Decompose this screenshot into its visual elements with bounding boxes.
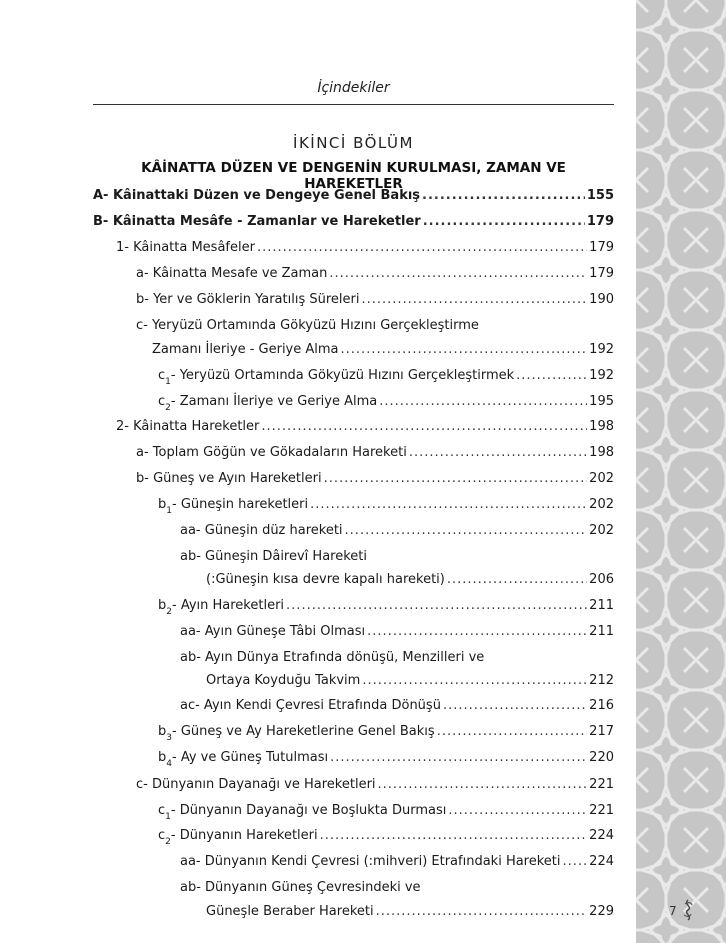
toc-entry-label: a- Kâinatta Mesafe ve Zaman: [136, 266, 328, 281]
toc-entry-1c2[interactable]: [158, 392, 614, 412]
toc-entry-text: - Ayın Hareketleri: [172, 598, 285, 613]
toc-prefix: b: [158, 724, 167, 739]
toc-entry-1c[interactable]: [152, 340, 614, 360]
toc-subscript: 2: [165, 402, 171, 413]
toc-entry-label: Ortaya Koyduğu Takvim: [206, 673, 361, 688]
toc-entry-2[interactable]: [116, 417, 614, 437]
toc-entry-label: aa- Güneşin düz hareketi: [180, 523, 343, 538]
leader-dots: [447, 570, 587, 590]
toc-entry-1a[interactable]: [136, 264, 614, 284]
toc-page-number: 198: [589, 445, 614, 460]
toc-entry-1b[interactable]: [136, 290, 614, 310]
toc-subscript: 4: [166, 758, 172, 769]
toc-entry-2b1-ab-line1[interactable]: ab- Güneşin Dâirevî Hareketi: [180, 549, 368, 564]
toc-entry-2b1-aa[interactable]: [180, 521, 614, 541]
toc-entry-1[interactable]: [116, 238, 614, 258]
leader-dots: [330, 748, 587, 768]
leader-dots: [516, 366, 587, 386]
toc-entry-label: aa- Dünyanın Kendi Çevresi (:mihveri) Etrafındaki Hareketi: [180, 854, 561, 869]
geometric-pattern-icon: [636, 0, 726, 943]
decorative-side-pattern: [636, 0, 726, 943]
toc-entry-text: - Zamanı İleriye ve Geriye Alma: [170, 394, 378, 409]
toc-entry-label: [158, 722, 435, 742]
toc-entry-2b2[interactable]: [158, 596, 614, 616]
leader-dots: [563, 852, 588, 872]
toc-prefix: c: [158, 394, 166, 409]
toc-page-number: 217: [589, 724, 614, 739]
toc-entry-label: Zamanı İleriye - Geriye Alma: [152, 342, 339, 357]
toc-entry-label: B- Kâinatta Mesâfe - Zamanlar ve Hareketler: [93, 214, 421, 229]
toc-page-number: 202: [589, 497, 614, 512]
toc-page-number: 179: [586, 214, 614, 229]
toc-page-number: 179: [589, 240, 614, 255]
toc-entry-2b1-ab[interactable]: [206, 570, 614, 590]
leader-dots: [423, 212, 585, 232]
toc-entry-text: - Ay ve Güneş Tutulması: [172, 750, 329, 765]
leader-dots: [286, 596, 587, 616]
toc-page-number: 221: [589, 803, 614, 818]
toc-entry-2b[interactable]: [136, 469, 614, 489]
leader-dots: [341, 340, 588, 360]
toc-subscript: 2: [166, 606, 172, 617]
toc-entry-label: A- Kâinattaki Düzen ve Dengeye Genel Bakış: [93, 188, 421, 203]
toc-subscript: 1: [165, 811, 171, 822]
toc-page-number: 202: [589, 523, 614, 538]
leader-dots: [367, 622, 587, 642]
leader-dots: [320, 826, 588, 846]
toc-page-number: 211: [589, 598, 614, 613]
leader-dots: [324, 469, 588, 489]
toc-entry-label: b- Güneş ve Ayın Hareketleri: [136, 471, 322, 486]
leader-dots: [261, 417, 587, 437]
toc-entry-label: [158, 596, 284, 616]
toc-entry-2b2-aa[interactable]: [180, 622, 614, 642]
toc-entry-2b2-ac[interactable]: [180, 696, 614, 716]
toc-page-number: 229: [589, 904, 614, 919]
toc-page-number: 192: [589, 342, 614, 357]
leader-dots: [362, 671, 587, 691]
toc-entry-label: a- Toplam Göğün ve Gökadaların Hareketi: [136, 445, 407, 460]
toc-entry-label: [158, 826, 318, 846]
toc-entry-2b4[interactable]: [158, 748, 614, 768]
toc-entry-2b1[interactable]: [158, 495, 614, 515]
toc-prefix: b: [158, 750, 167, 765]
leader-dots: [378, 775, 588, 795]
toc-entry-label: (:Güneşin kısa devre kapalı hareketi): [206, 572, 445, 587]
toc-entry-2c1[interactable]: [158, 801, 614, 821]
toc-prefix: c: [158, 828, 166, 843]
leader-dots: [448, 801, 587, 821]
toc-page-number: 224: [589, 854, 614, 869]
toc-page-number: 202: [589, 471, 614, 486]
toc-entry-2c2-ab-line1[interactable]: ab- Dünyanın Güneş Çevresindeki ve: [180, 880, 421, 895]
header-rule: [93, 104, 614, 105]
toc-page-number: 195: [589, 394, 614, 409]
page-ornament-icon: [681, 898, 695, 922]
page-number: 7: [669, 904, 677, 918]
toc-entry-label: c- Dünyanın Dayanağı ve Hareketleri: [136, 777, 376, 792]
toc-entry-label: aa- Ayın Güneşe Tâbi Olması: [180, 624, 366, 639]
leader-dots: [422, 186, 585, 206]
toc-entry-text: - Dünyanın Dayanağı ve Boşlukta Durması: [170, 803, 447, 818]
toc-page-number: 220: [589, 750, 614, 765]
toc-entry-1c1[interactable]: [158, 366, 614, 386]
toc-entry-a[interactable]: [93, 186, 614, 206]
running-head: İçindekiler: [317, 80, 390, 96]
toc-entry-label: 1- Kâinatta Mesâfeler: [116, 240, 255, 255]
toc-entry-label: [158, 366, 514, 386]
toc-page-number: 224: [589, 828, 614, 843]
toc-prefix: c: [158, 803, 166, 818]
toc-subscript: 1: [165, 376, 171, 387]
chapter-title: KÂİNATTA DÜZEN VE DENGENİN KURULMASI, ZAMAN VE HAREKETLER: [141, 160, 566, 192]
toc-entry-text: - Dünyanın Hareketleri: [170, 828, 318, 843]
toc-entry-text: - Güneşin hareketleri: [172, 497, 309, 512]
toc-prefix: c: [158, 368, 166, 383]
leader-dots: [379, 392, 587, 412]
leader-dots: [409, 443, 587, 463]
toc-page-number: 221: [589, 777, 614, 792]
toc-page-number: 211: [589, 624, 614, 639]
toc-page-number: 198: [589, 419, 614, 434]
toc-entry-1c-line1[interactable]: c- Yeryüzü Ortamında Gökyüzü Hızını Gerçekleştirme: [136, 318, 479, 333]
toc-entry-label: Güneşle Beraber Hareketi: [206, 904, 374, 919]
toc-page-number: 155: [586, 188, 614, 203]
toc-entry-2b2-ab-line1[interactable]: ab- Ayın Dünya Etrafında dönüşü, Menzilleri ve: [180, 650, 485, 665]
toc-prefix: b: [158, 497, 167, 512]
leader-dots: [376, 902, 588, 922]
toc-entry-2c2-ab[interactable]: [206, 902, 614, 922]
toc-subscript: 3: [166, 732, 172, 743]
leader-dots: [310, 495, 587, 515]
leader-dots: [443, 696, 587, 716]
part-title: İKİNCİ BÖLÜM: [293, 134, 414, 152]
toc-page-number: 190: [589, 292, 614, 307]
toc-entry-2c2-aa[interactable]: [180, 852, 614, 872]
toc-entry-b[interactable]: [93, 212, 614, 232]
toc-entry-text: - Yeryüzü Ortamında Gökyüzü Hızını Gerçekleştirmek: [170, 368, 515, 383]
toc-entry-label: [158, 801, 446, 821]
toc-page-number: 212: [589, 673, 614, 688]
toc-entry-text: - Güneş ve Ay Hareketlerine Genel Bakış: [172, 724, 435, 739]
toc-page-number: 192: [589, 368, 614, 383]
toc-page-number: 206: [589, 572, 614, 587]
toc-entry-2b2-ab[interactable]: [206, 671, 614, 691]
leader-dots: [345, 521, 588, 541]
toc-subscript: 1: [166, 505, 172, 516]
toc-entry-2b3[interactable]: [158, 722, 614, 742]
toc-entry-label: ac- Ayın Kendi Çevresi Etrafında Dönüşü: [180, 698, 441, 713]
toc-entry-label: b- Yer ve Göklerin Yaratılış Süreleri: [136, 292, 360, 307]
toc-entry-2c2[interactable]: [158, 826, 614, 846]
leader-dots: [257, 238, 587, 258]
toc-entry-label: [158, 392, 377, 412]
leader-dots: [361, 290, 587, 310]
leader-dots: [329, 264, 587, 284]
toc-entry-2a[interactable]: [136, 443, 614, 463]
toc-entry-label: [158, 495, 308, 515]
leader-dots: [437, 722, 587, 742]
toc-entry-2c[interactable]: [136, 775, 614, 795]
toc-page-number: 216: [589, 698, 614, 713]
toc-page-number: 179: [589, 266, 614, 281]
toc-subscript: 2: [165, 836, 171, 847]
toc-entry-label: [158, 748, 328, 768]
toc-prefix: b: [158, 598, 167, 613]
toc-entry-label: 2- Kâinatta Hareketler: [116, 419, 260, 434]
